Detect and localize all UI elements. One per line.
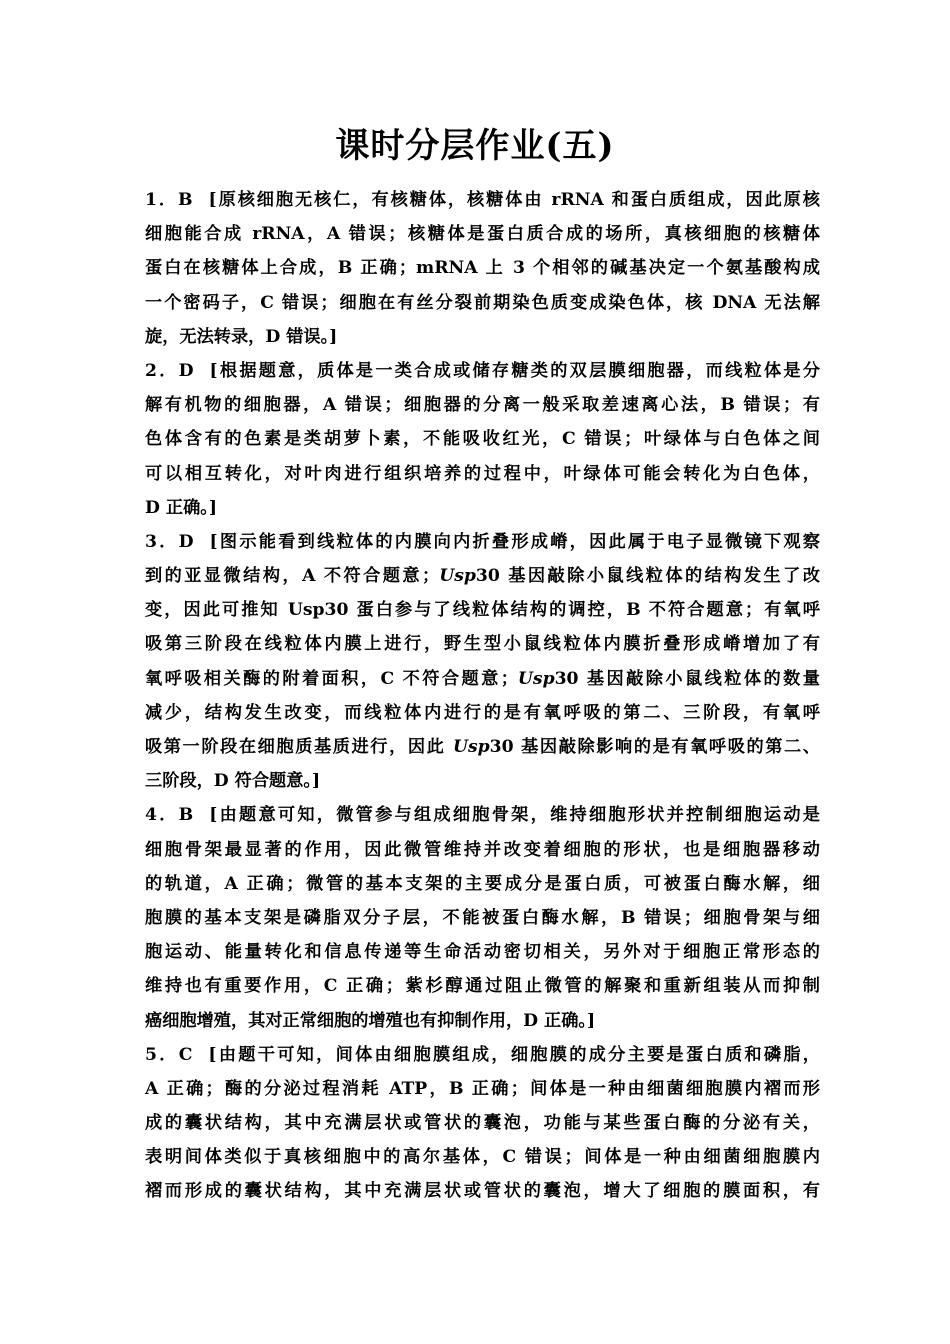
text-line: 色体含有的色素是类胡萝卜素，不能吸收红光，C 错误；叶绿体与白色体之间: [145, 429, 820, 450]
text-line: 胞膜的基本支架是磷脂双分子层，不能被蛋白酶水解，B 错误；细胞骨架与细: [145, 907, 820, 928]
text-line: A 正确；酶的分泌过程消耗 ATP，B 正确；间体是一种由细菌细胞膜内褶而形: [145, 1078, 820, 1099]
question-answer: B: [178, 805, 194, 826]
text-line: 变，因此可推知 Usp30 蛋白参与了线粒体结构的调控，B 不符合题意；有氧呼: [145, 600, 820, 621]
text-line: 吸第三阶段在线粒体内膜上进行，野生型小鼠线粒体内膜折叠形成嵴增加了有: [145, 634, 820, 655]
text-line: 吸第一阶段在细胞质基质进行，因此 Usp30 基因敲除影响的是有氧呼吸的第二、: [145, 737, 820, 757]
question-2: [145, 354, 820, 525]
question-answer: D: [178, 531, 194, 552]
text-line: 5．C [由题干可知，间体由细胞膜组成，细胞膜的成分主要是蛋白质和磷脂，: [145, 1044, 820, 1065]
question-number: 3．: [145, 531, 179, 552]
question-number: 4．: [145, 805, 179, 826]
page-title: 课时分层作业(五): [335, 126, 615, 166]
text-line: 可以相互转化，对叶肉进行组织培养的过程中，叶绿体可能会转化为白色体，: [145, 463, 820, 484]
question-answer: C: [178, 1044, 193, 1065]
answer-list: [145, 183, 820, 1209]
text-line: 2．D [根据题意，质体是一类合成或储存糖类的双层膜细胞器，而线粒体是分: [145, 360, 820, 381]
text-line: 细胞能合成 rRNA，A 错误；核糖体是蛋白质合成的场所，真核细胞的核糖体: [145, 224, 820, 245]
text-line: 细胞骨架最显著的作用，因此微管维持并改变着细胞的形状，也是细胞器移动: [145, 839, 820, 860]
text-line: 3．D [图示能看到线粒体的内膜向内折叠形成嵴，因此属于电子显微镜下观察: [145, 531, 820, 552]
question-1: [145, 183, 820, 354]
question-number: 1．: [145, 190, 178, 210]
question-5: [145, 1038, 820, 1209]
question-number: 5．: [145, 1044, 179, 1065]
text-line: 成的囊状结构，其中充满层状或管状的囊泡，功能与某些蛋白酶的分泌有关，: [145, 1113, 820, 1134]
text-line: 解有机物的细胞器，A 错误；细胞器的分离一般采取差速离心法，B 错误；有: [145, 395, 820, 416]
text-line: 到的亚显微结构，A 不符合题意；Usp30 基因敲除小鼠线粒体的结构发生了改: [145, 566, 821, 587]
question-answer: D: [178, 360, 194, 381]
question-3: [145, 525, 820, 799]
text-line: 三阶段，D 符合题意。]: [145, 771, 321, 792]
text-line: 蛋白在核糖体上合成，B 正确；mRNA 上 3 个相邻的碱基决定一个氨基酸构成: [145, 258, 820, 279]
text-line: D 正确。]: [145, 497, 217, 518]
text-line: 褶而形成的囊状结构，其中充满层状或管状的囊泡，增大了细胞的膜面积，有: [145, 1181, 820, 1202]
text-line: 4．B [由题意可知，微管参与组成细胞骨架，维持细胞形状并控制细胞运动是: [145, 805, 820, 826]
text-line: 氧呼吸相关酶的附着面积，C 不符合题意；Usp30 基因敲除小鼠线粒体的数量: [145, 668, 820, 689]
question-answer: B: [178, 190, 193, 210]
question-4: [145, 798, 820, 1037]
text-line: 旋，无法转录，D 错误。]: [145, 326, 338, 347]
text-line: 表明间体类似于真核细胞中的高尔基体，C 错误；间体是一种由细菌细胞膜内: [145, 1147, 820, 1168]
text-line: 一个密码子，C 错误；细胞在有丝分裂前期染色质变成染色体，核 DNA 无法解: [145, 292, 820, 313]
text-line: 维持也有重要作用，C 正确；紫杉醇通过阻止微管的解聚和重新组装从而抑制: [145, 976, 820, 997]
text-line: 的轨道，A 正确；微管的基本支架的主要成分是蛋白质，可被蛋白酶水解，细: [145, 873, 820, 894]
question-number: 2．: [145, 360, 179, 381]
text-line: 癌细胞增殖，其对正常细胞的增殖也有抑制作用，D 正确。]: [145, 1010, 596, 1031]
text-line: 1．B [原核细胞无核仁，有核糖体，核糖体由 rRNA 和蛋白质组成，因此原核: [145, 190, 820, 210]
text-line: 胞运动、能量转化和信息传递等生命活动密切相关，另外对于细胞正常形态的: [145, 942, 820, 963]
text-line: 减少，结构发生改变，而线粒体内进行的是有氧呼吸的第二、三阶段，有氧呼: [145, 702, 820, 723]
